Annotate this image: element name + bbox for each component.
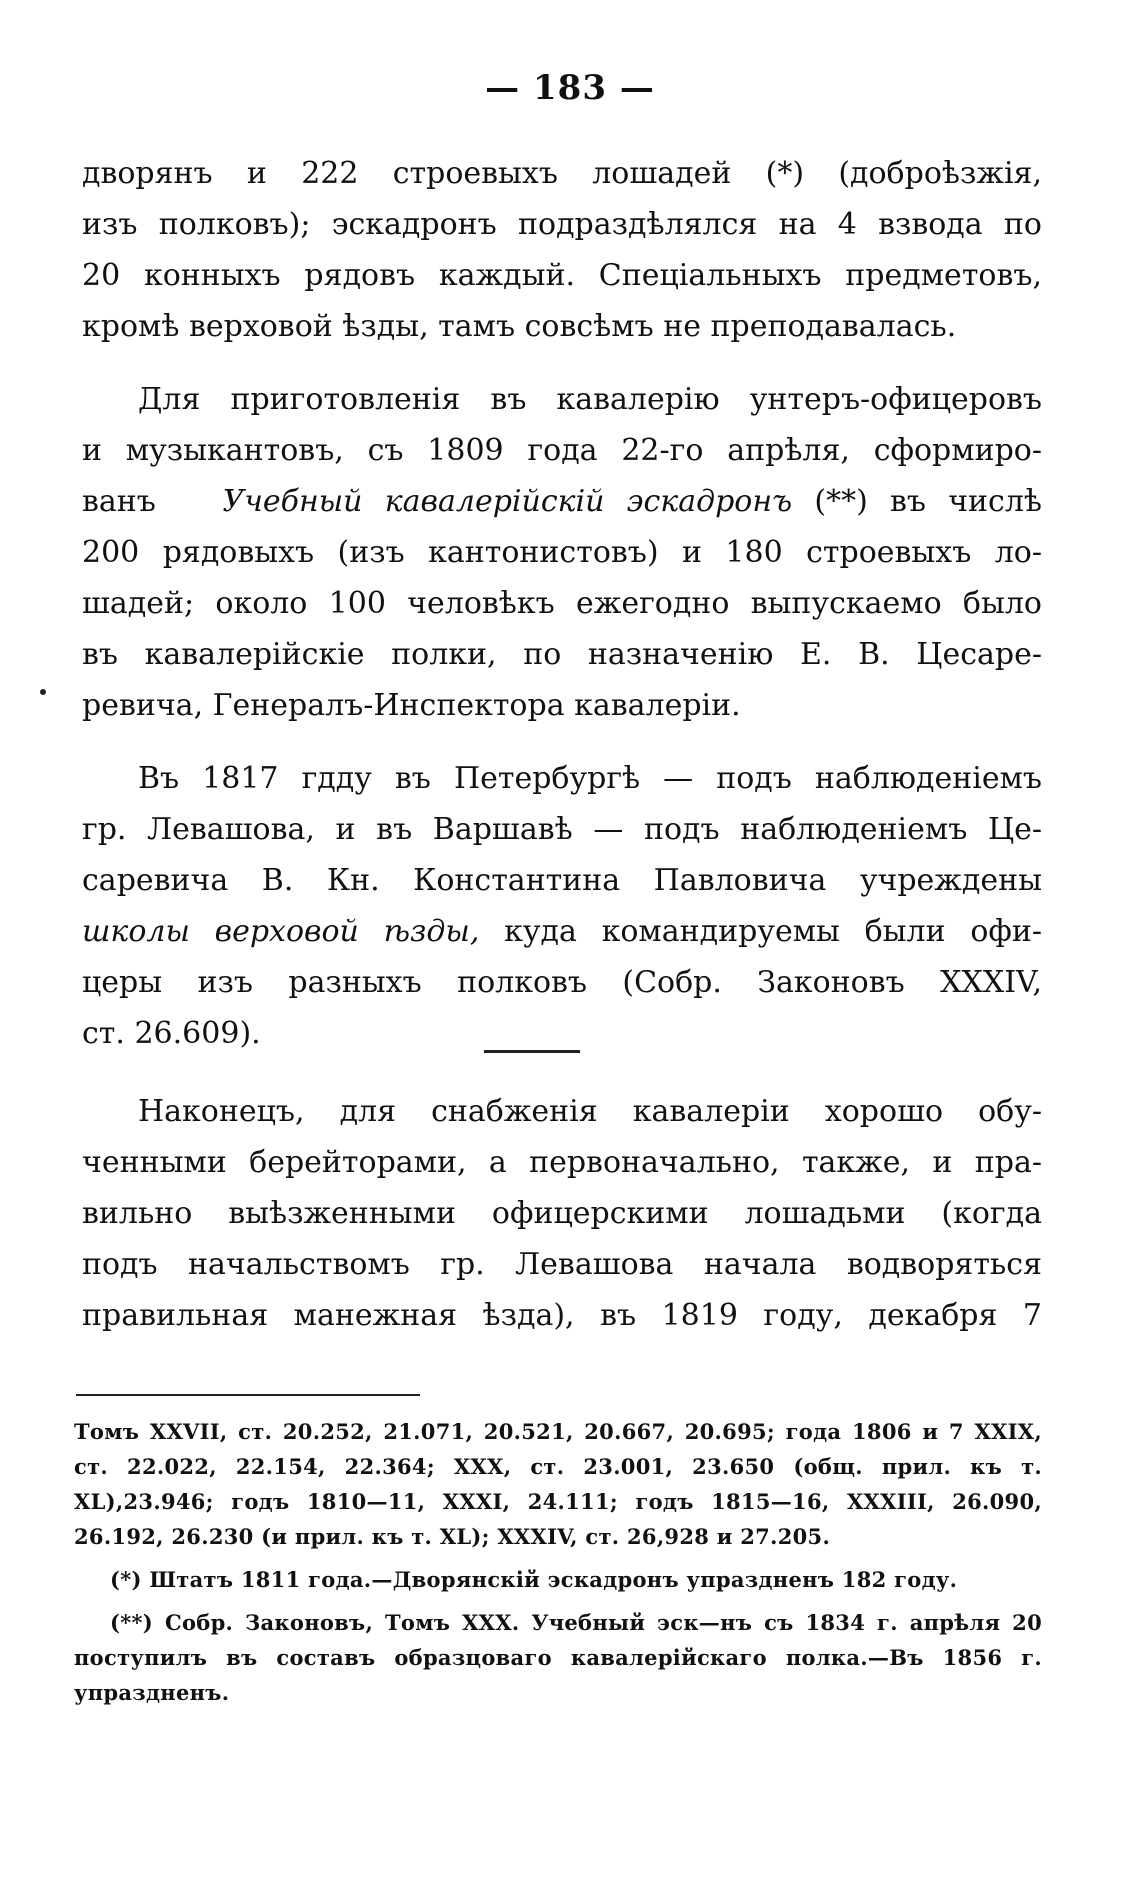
text-line: дворянъ и 222 строевыхъ лошадей (*) (доброѣзжія, (82, 156, 1042, 191)
text-line: церы изъ разныхъ полковъ (Собр. Законовъ XXXIV, (82, 965, 1042, 1000)
text-line: подъ начальствомъ гр. Левашова начала водворяться (82, 1247, 1042, 1282)
section-divider (484, 1050, 580, 1053)
italic-title: школы верховой ѣзды, (82, 914, 480, 949)
paragraph-4 (82, 1086, 1042, 1341)
main-text-continued (82, 1086, 1042, 1341)
main-text (82, 148, 1042, 1059)
text-line: 200 рядовыхъ (изъ кантонистовъ) и 180 строевыхъ ло- (82, 535, 1042, 570)
text-line: Въ 1817 гдду въ Петербургѣ — подъ наблюденіемъ (138, 761, 1042, 796)
text-line: шадей; около 100 человѣкъ ежегодно выпускаемо было (82, 586, 1042, 621)
footnotes (74, 1414, 1042, 1710)
text-line: въ кавалерійскіе полки, по назначенію Е. В. Цесаре- (82, 637, 1042, 672)
text-line: вильно выѣзженными офицерскими лошадьми (когда (82, 1196, 1042, 1231)
footnote-continued: Томъ XXVII, ст. 20.252, 21.071, 20.521, 20.667, 20.695; года 1806 и 7 XXIX, ст. 22.022, 22.154, 22.364; XXX, ст. 23.001, 23.650 (общ. прил. къ т. XL),23.946; годъ 1810—11, XXXI, 24.111; годъ 1815—16, XXXIII, 26.090, 26.192, 26.230 (и прил. къ т. XL); XXXIV, ст. 26,928 и 27.205. (74, 1419, 1042, 1549)
text-line: кромѣ верховой ѣзды, тамъ совсѣмъ не преподавалась. (82, 309, 957, 344)
text-line: ченными берейторами, а первоначально, также, и пра- (82, 1145, 1042, 1180)
paragraph-2 (82, 374, 1042, 731)
text-fragment: куда командируемы были офи- (504, 914, 1042, 949)
text-line: правильная манежная ѣзда), въ 1819 году, декабря 7 (82, 1298, 1042, 1333)
text-line: ст. 26.609). (82, 1016, 261, 1051)
paragraph-3 (82, 753, 1042, 1059)
text-line: ревича, Генералъ-Инспектора кавалеріи. (82, 688, 741, 723)
text-line: 20 конныхъ рядовъ каждый. Спеціальныхъ предметовъ, (82, 258, 1042, 293)
text-fragment: (**) въ числѣ (814, 484, 1042, 519)
footnote-star: (*) Штатъ 1811 года.—Дворянскій эскадронъ упраздненъ 182 году. (110, 1567, 958, 1592)
text-line-mixed (82, 476, 1042, 527)
text-fragment: ванъ (82, 484, 156, 519)
text-line: изъ полковъ); эскадронъ подраздѣлялся на 4 взвода по (82, 207, 1042, 242)
text-line: саревича В. Кн. Константина Павловича учреждены (82, 863, 1042, 898)
text-line: и музыкантовъ, съ 1809 года 22-го апрѣля, сформиро- (82, 433, 1042, 468)
text-line: гр. Левашова, и въ Варшавѣ — подъ наблюденіемъ Це- (82, 812, 1042, 847)
text-line-mixed (82, 906, 1042, 957)
page-number: — 183 — (485, 68, 655, 108)
margin-mark (40, 689, 46, 695)
paragraph-1 (82, 148, 1042, 352)
footnote-divider (76, 1394, 420, 1396)
footnote-double-star: (**) Собр. Законовъ, Томъ XXX. Учебный эск—нъ съ 1834 г. апрѣля 20 поступилъ въ составъ образцоваго кавалерійскаго полка.—Въ 1856 г. упраздненъ. (74, 1610, 1042, 1705)
text-line: Наконецъ, для снабженія кавалеріи хорошо обу- (138, 1094, 1042, 1129)
italic-title: Учебный кавалерійскій эскадронъ (222, 484, 793, 519)
text-line: Для приготовленія въ кавалерію унтеръ-офицеровъ (138, 382, 1042, 417)
